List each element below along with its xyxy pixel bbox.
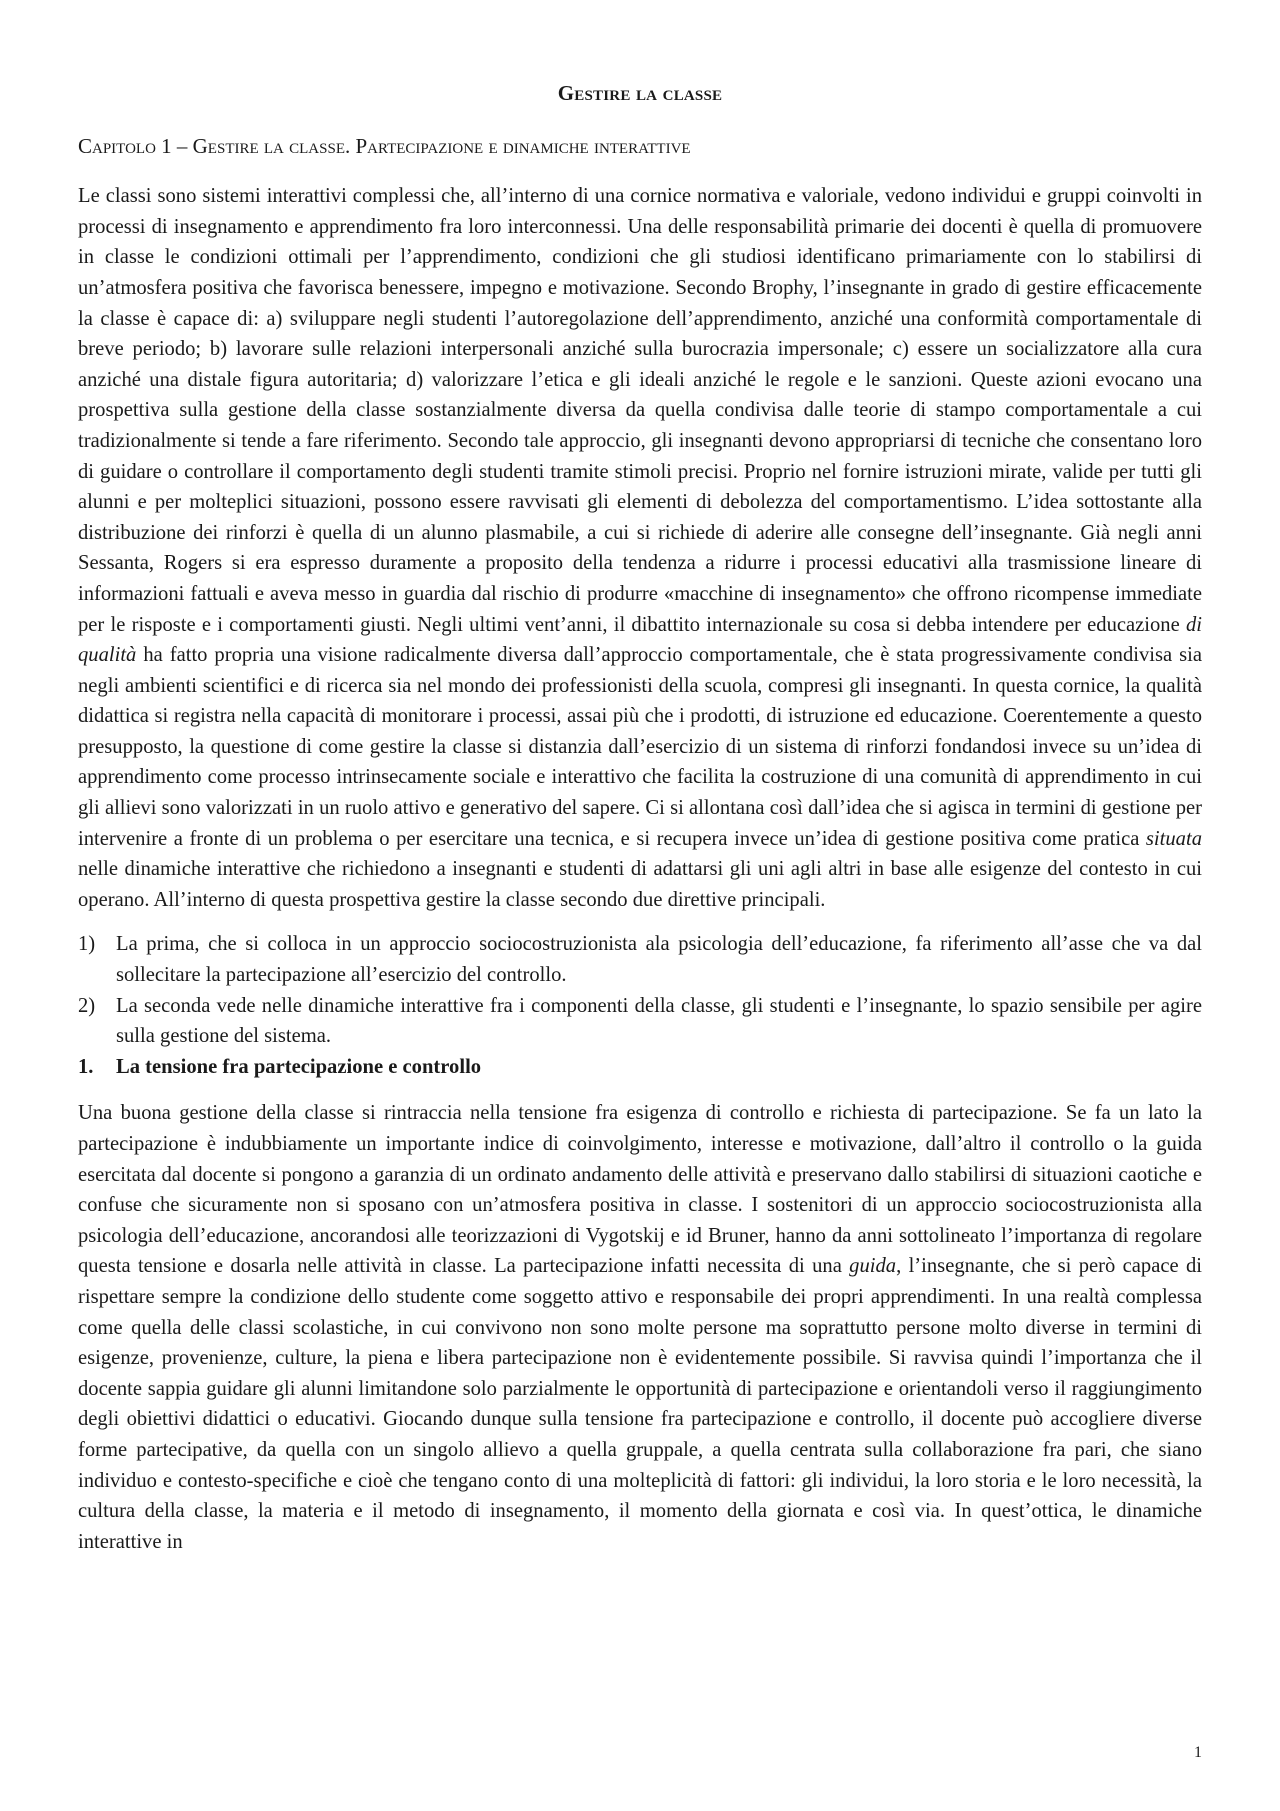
directives-list [78,929,1202,1051]
list-item-text: La prima, che si colloca in un approccio sociocostruzionista ala psicologia dell’educazione, fa riferimento all’asse che va dal sollecitare la partecipazione all’esercizio del controllo. [116,933,1202,987]
italic-term-di-qualita: di qualità [78,613,1202,667]
paragraph-text: Una buona gestione della classe si rintraccia nella tensione fra esigenza di controllo e richiesta di partecipazione. Se fa un lato la partecipazione è indubbiamente un importante indice di coinvolgimento, interesse e motivazione, dall’altro il controllo o la guida esercitata dal docente si pongono a garanzia di un ordinato andamento delle attività e preservano dallo stabilirsi di situazioni caotiche e confuse che sicuramente non si sposano con un’atmosfera positiva in classe. I sostenitori di un approccio sociocostruzionista alla psicologia dell’educazione, ancorandosi alle teorizzazioni di Vygotskij e id Bruner, hanno da anni sottolineato l’importanza di regolare questa tensione e dosarla nelle attività in classe. La partecipazione infatti necessita di una [78,1102,1202,1278]
list-marker: 2) [78,994,96,1017]
document-title: Gestire la classe [557,81,723,105]
paragraph-text: , l’insegnante, che si però capace di rispettare sempre la condizione dello studente come soggetto attivo e responsabile dei propri apprendimenti. In una realtà complessa come quella delle classi scolastiche, in cui convivono non sono molte persone ma soprattutto persone molto diverse in termini di esigenze, provenienze, culture, la piena e libera partecipazione non è evidentemente possibile. Si ravvisa quindi l’importanza che il docente sappia guidare gli alunni limitandone solo parzialmente le opportunità di partecipazione e orientandoli verso il raggiungimento degli obiettivi didattici o educativi. Giocando dunque sulla tensione fra partecipazione e controllo, il docente può accogliere diverse forme partecipative, da quella con un singolo allievo a quella gruppale, a quella centrata sulla collaborazione fra pari, che siano individuo e contesto-specifiche e cioè che tengano conto di una molteplicità di fattori: gli individui, la loro storia e le loro necessità, la cultura della classe, la materia e il metodo di insegnamento, il momento della giornata e così via. In quest’ottica, le dinamiche interattive in [78,1255,1202,1553]
body-paragraph-section1 [78,1098,1202,1557]
document-page [78,78,1202,1557]
page-number: 1 [1194,1744,1202,1761]
list-marker: 1) [78,933,96,956]
body-paragraph-intro [78,181,1202,915]
list-item [78,929,1202,990]
paragraph-text: ha fatto propria una visione radicalmente diversa dall’approccio comportamentale, che è stata progressivamente condivisa sia negli ambienti scientifici e di ricerca sia nel mondo dei professionisti della scuola, compresi gli insegnanti. In questa cornice, la qualità didattica si registra nella capacità di monitorare i processi, assai più che i prodotti, di istruzione ed educazione. Coerentemente a questo presupposto, la questione di come gestire la classe si distanzia dall’esercizio di un sistema di rinforzi fondandosi invece su un’idea di apprendimento come processo intrinsecamente sociale e interattivo che facilita la costruzione di una comunità di apprendimento in cui gli allievi sono valorizzati in un ruolo attivo e generativo del sapere. Ci si allontana così dall’idea che si agisca in termini di gestione per intervenire a fronte di un problema o per esercitare una tecnica, e si recupera invece un’idea di gestione positiva come pratica [78,644,1202,850]
italic-term-situata: situata [1145,827,1202,850]
italic-term-guida: guida [849,1255,897,1278]
chapter-heading: Capitolo 1 – Gestire la classe. Partecipazione e dinamiche interattive [78,133,691,158]
section-title: La tensione fra partecipazione e controllo [116,1055,482,1078]
paragraph-text: Le classi sono sistemi interattivi complessi che, all’interno di una cornice normativa e valoriale, vedono individui e gruppi coinvolti in processi di insegnamento e apprendimento fra loro interconnessi. Una delle responsabilità primarie dei docenti è quella di promuovere in classe le condizioni ottimali per l’apprendimento, condizioni che gli studiosi identificano primariamente con lo stabilirsi di un’atmosfera positiva che favorisca benessere, impegno e motivazione. Secondo Brophy, l’insegnante in grado di gestire efficacemente la classe è capace di: a) sviluppare negli studenti l’autoregolazione dell’apprendimento, anziché una conformità comportamentale di breve periodo; b) lavorare sulle relazioni interpersonali anziché sulla burocrazia impersonale; c) essere un socializzatore alla cura anziché una distale figura autoritaria; d) valorizzare l’etica e gli ideali anziché le regole e le sanzioni. Queste azioni evocano una prospettiva sulla gestione della classe sostanzialmente diversa da quella condivisa dalle teorie di stampo comportamentale a cui tradizionalmente si tende a fare riferimento. Secondo tale approccio, gli insegnanti devono appropriarsi di tecniche che consentano loro di guidare o controllare il comportamento degli studenti tramite stimoli precisi. Proprio nel fornire istruzioni mirate, valide per tutti gli alunni e per molteplici situazioni, possono essere ravvisati gli elementi di debolezza del comportamentismo. L’idea sottostante alla distribuzione dei rinforzi è quella di un alunno plasmabile, a cui si richiede di aderire alle consegne dell’insegnante. Già negli anni Sessanta, Rogers si era espresso duramente a proposito della tendenza a ridurre i processi educativi alla trasmissione lineare di informazioni fattuali e aveva messo in guardia dal rischio di produrre «macchine di insegnamento» che offrono ricompense immediate per le risposte e i comportamenti giusti. Negli ultimi vent’anni, il dibattito internazionale su cosa si debba intendere per educazione [78,185,1202,636]
section-heading [78,1052,1202,1083]
section-number: 1. [78,1055,94,1078]
list-item-text: La seconda vede nelle dinamiche interattive fra i componenti della classe, gli studenti e l’insegnante, lo spazio sensibile per agire sulla gestione del sistema. [116,994,1202,1048]
paragraph-text: nelle dinamiche interattive che richiedono a insegnanti e studenti di adattarsi gli uni agli altri in base alle esigenze del contesto in cui operano. All’interno di questa prospettiva gestire la classe secondo due direttive principali. [78,858,1202,911]
list-item [78,991,1202,1052]
